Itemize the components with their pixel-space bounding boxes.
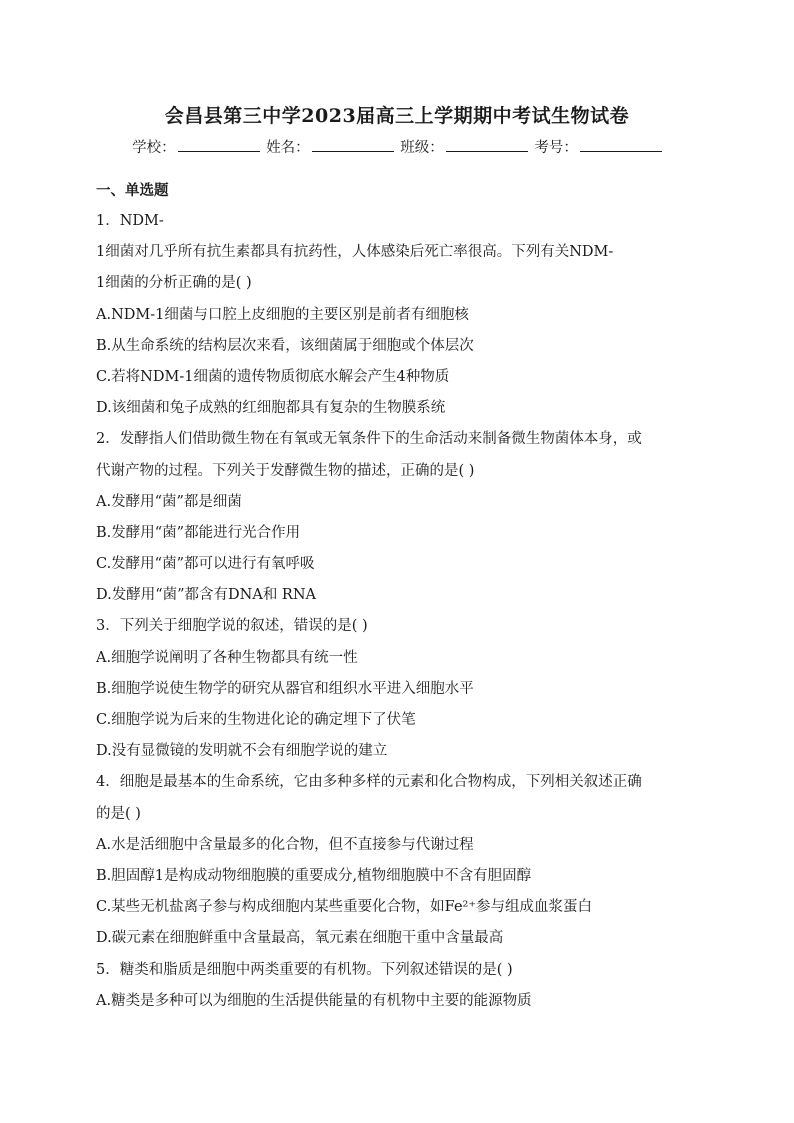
- option-b: B.从生命系统的结构层次来看，该细菌属于细胞或个体层次: [96, 337, 474, 354]
- option-a: A.NDM-1细菌与口腔上皮细胞的主要区别是前者有细胞核: [96, 306, 469, 323]
- question-4: [96, 767, 701, 954]
- exam-number-field: [534, 136, 662, 157]
- question-stem-line: 3．下列关于细胞学说的叙述，错误的是( ): [96, 618, 368, 635]
- question-3: [96, 611, 701, 767]
- option-c: C.某些无机盐离子参与构成细胞内某些重要化合物，如Fe²⁺参与组成血浆蛋白: [96, 899, 592, 916]
- class-blank: [446, 137, 528, 152]
- section-title: 一、单选题: [96, 182, 169, 199]
- exam-title: 会昌县第三中学2023届高三上学期期中考试生物试卷: [164, 105, 630, 127]
- option-a: A.发酵用“菌”都是细菌: [96, 493, 242, 510]
- exam-number-label: 考号：: [534, 140, 578, 156]
- student-info-row: [0, 136, 794, 157]
- class-field: [400, 136, 528, 157]
- question-stem-line: 1细菌的分析正确的是( ): [96, 275, 252, 292]
- question-5: [96, 955, 701, 1017]
- school-blank: [178, 137, 260, 152]
- question-stem-line: 5．糖类和脂质是细胞中两类重要的有机物。下列叙述错误的是( ): [96, 961, 513, 978]
- exam-number-blank: [580, 137, 662, 152]
- question-stem-line: 1．NDM-: [96, 213, 164, 229]
- option-a: A.糖类是多种可以为细胞的生活提供能量的有机物中主要的能源物质: [96, 992, 532, 1009]
- option-b: B.发酵用“菌”都能进行光合作用: [96, 524, 301, 541]
- option-d: D.发酵用“菌”都含有DNA和 RNA: [96, 587, 317, 604]
- option-d: D.碳元素在细胞鲜重中含量最高，氧元素在细胞干重中含量最高: [96, 930, 504, 947]
- name-label: 姓名：: [266, 140, 310, 156]
- exam-content: [96, 180, 701, 1017]
- name-field: [266, 136, 394, 157]
- option-b: B.细胞学说使生物学的研究从器官和组织水平进入细胞水平: [96, 680, 474, 697]
- option-c: C.若将NDM-1细菌的遗传物质彻底水解会产生4种物质: [96, 368, 450, 385]
- question-stem-line: 代谢产物的过程。下列关于发酵微生物的描述，正确的是( ): [96, 462, 475, 479]
- name-blank: [312, 137, 394, 152]
- class-label: 班级：: [400, 140, 444, 156]
- question-stem-line: 4．细胞是最基本的生命系统，它由多种多样的元素和化合物构成，下列相关叙述正确: [96, 774, 642, 791]
- option-a: A.细胞学说阐明了各种生物都具有统一性: [96, 649, 358, 666]
- option-c: C.细胞学说为后来的生物进化论的确定埋下了伏笔: [96, 712, 416, 728]
- question-stem-line: 的是( ): [96, 805, 141, 822]
- option-c: C.发酵用“菌”都可以进行有氧呼吸: [96, 556, 315, 573]
- question-2: [96, 424, 701, 611]
- option-d: D.该细菌和兔子成熟的红细胞都具有复杂的生物膜系统: [96, 400, 446, 417]
- school-label: 学校：: [132, 140, 176, 156]
- option-b: B.胆固醇1是构成动物细胞膜的重要成分,植物细胞膜中不含有胆固醇: [96, 867, 532, 884]
- question-stem-line: 1细菌对几乎所有抗生素都具有抗药性，人体感染后死亡率很高。下列有关NDM-: [96, 244, 614, 261]
- option-d: D.没有显微镜的发明就不会有细胞学说的建立: [96, 743, 388, 760]
- school-field: [132, 136, 260, 157]
- option-a: A.水是活细胞中含量最多的化合物，但不直接参与代谢过程: [96, 836, 474, 853]
- question-stem-line: 2．发酵指人们借助微生物在有氧或无氧条件下的生命活动来制备微生物菌体本身，或: [96, 431, 642, 448]
- question-1: [96, 206, 701, 424]
